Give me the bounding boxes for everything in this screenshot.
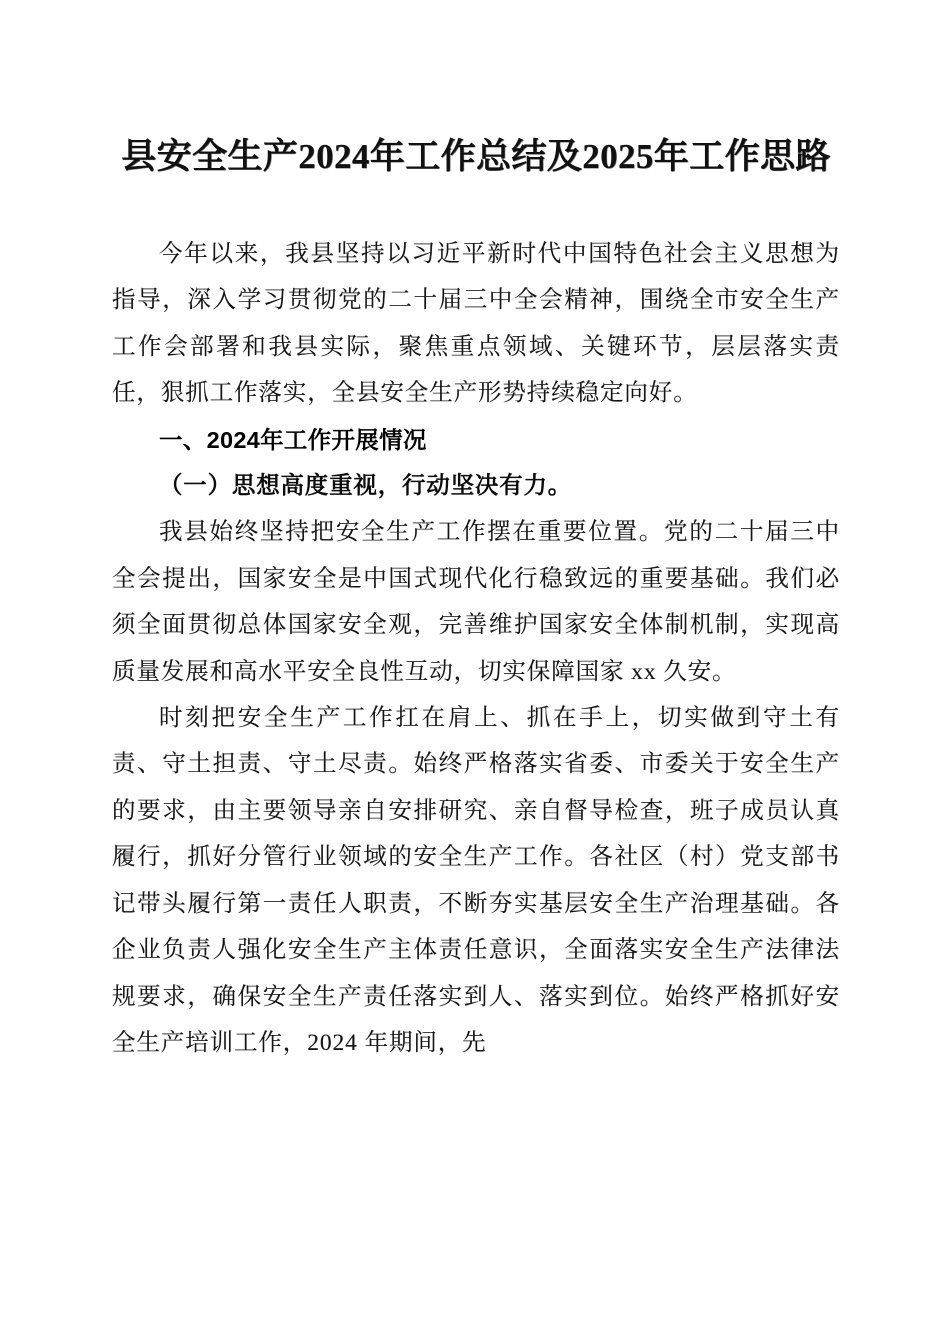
intro-paragraph: 今年以来，我县坚持以习近平新时代中国特色社会主义思想为指导，深入学习贯彻党的二十届三中全会精神，围绕全市安全生产工作会部署和我县实际，聚焦重点领域、关键环节，层层落实责任，狠抓工作落实，全县安全生产形势持续稳定向好。 — [112, 241, 840, 407]
body-paragraph-1: 我县始终坚持把安全生产工作摆在重要位置。党的二十届三中全会提出，国家安全是中国式现代化行稳致远的重要基础。我们必须全面贯彻总体国家安全观，完善维护国家安全体制机制，实现高质量发展和高水平安全良性互动，切实保障国家 xx 久安。 — [112, 519, 840, 685]
page-title: 县安全生产2024年工作总结及2025年工作思路 — [121, 137, 831, 176]
document-content-column — [112, 0, 840, 1066]
section-heading-level-1: 一、2024年工作开展情况 — [159, 426, 427, 453]
section-heading-level-2: （一）思想高度重视，行动坚决有力。 — [159, 473, 573, 500]
body-paragraph-2: 时刻把安全生产工作扛在肩上、抓在手上，切实做到守土有责、守土担责、守土尽责。始终严格落实省委、市委关于安全生产的要求，由主要领导亲自安排研究、亲自督导检查，班子成员认真履行，抓好分管行业领域的安全生产工作。各社区（村）党支部书记带头履行第一责任人职责，不断夯实基层安全生产治理基础。各企业负责人强化安全生产主体责任意识，全面落实安全生产法律法规要求，确保安全生产责任落实到人、落实到位。始终严格抓好安全生产培训工作，2024 年期间，先 — [112, 705, 840, 1056]
